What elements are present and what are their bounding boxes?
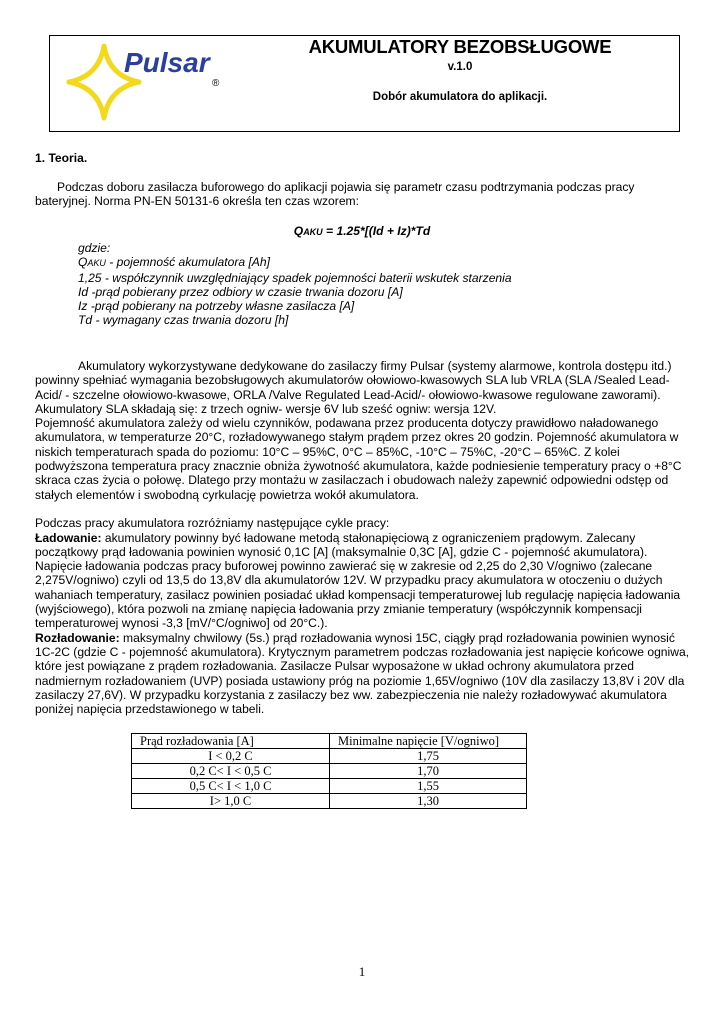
table-header-row [132, 734, 527, 749]
capacity-formula: QAKU = 1.25*[(Id + Iz)*Td [293, 224, 431, 238]
legend-item: Td - wymagany czas trwania dozoru [h] [78, 313, 289, 328]
legend-item: Iz -prąd pobierany na potrzeby własne zasilacza [A] [78, 299, 355, 314]
legend-item: Id -prąd pobierany przez odbiory w czasie trwania dozoru [A] [78, 284, 403, 299]
header-box [49, 35, 680, 132]
legend-item: 1,25 - współczynnik uwzględniający spadek pojemności baterii wskutek starzenia [78, 270, 512, 285]
table-cell: 1,75 [330, 749, 527, 764]
table-row [132, 779, 527, 794]
pulsar-logo [64, 42, 224, 122]
table-cell: 1,70 [330, 764, 527, 779]
table-row [132, 764, 527, 779]
registered-mark: ® [212, 78, 220, 89]
legend-intro: gdzie: [78, 241, 111, 255]
page-number: 1 [358, 964, 366, 979]
section-heading: 1. Teoria. [35, 151, 88, 165]
table-header: Prąd rozładowania [A] [132, 734, 330, 749]
discharge-voltage-table [131, 733, 527, 809]
table-cell: I < 0,2 C [132, 749, 330, 764]
document-subtitle: Dobór akumulatora do aplikacji. [372, 91, 548, 103]
table-row [132, 749, 527, 764]
table-cell: 1,30 [330, 794, 527, 809]
paragraph-charging: Ładowanie: akumulatory powinny być ładowane metodą stałonapięciową z ograniczeniem prądowym. Zalecany początkowy prąd ładowania powinien wynosić 0,1C [A] (maksymalnie 0,3C [A], gdzie C - pojemność akumulatora). Napięcie ładowania podczas pracy buforowej powinno zawierać się w zakresie od 2,25 do 2,30 V/ogniwo (zalecane 2,275V/ogniwo) czyli od 13,5 do 13,8V dla akumulatorów 12V. W przypadku pracy akumulatora w otoczeniu o dużych wahaniach temperatury, zasilacz powinien posiadać układ kompensacji temperaturowej lub regulację napięcia ładowania (wyjściowego), która pozwoli na zmianę napięcia ładowania przy zmianie temperatury (współczynnik kompensacji temperaturowej wynosi -3,3 [mV/°C/ogniwo] od 20°C.). [35, 530, 681, 631]
paragraph-discharging: Rozładowanie: maksymalny chwilowy (5s.) prąd rozładowania wynosi 15C, ciągły prąd rozładowania powinien wynosić 1C-2C (gdzie C - pojemność akumulatora). Krytycznym parametrem podczas rozładowania jest napięcie końcowe ogniwa, które jest powiązane z prądem rozładowania. Zasilacze Pulsar wyposażone w układ ochrony akumulatora przed nadmiernym rozładowaniem (UVP) posiada ustawiony próg na poziomie 1,65V/ogniwo (10V dla zasilaczy 13,8V i 20V dla zasilaczy 27,6V). W przypadku korzystania z zasilaczy bez ww. zabezpieczenia nie należy rozładowywać akumulatora poniżej napięcia przedstawionego w tabeli. [35, 630, 690, 717]
table-cell: 1,55 [330, 779, 527, 794]
paragraph-cycles: Podczas pracy akumulatora rozróżniamy następujące cykle pracy: [35, 516, 390, 531]
charging-label: Ładowanie: [35, 530, 102, 545]
intro-paragraph: Podczas doboru zasilacza buforowego do aplikacji pojawia się parametr czasu podtrzymania podczas pracy bateryjnej. Norma PN-EN 50131-6 określa ten czas wzorem: [35, 180, 635, 209]
formula-legend [78, 241, 512, 328]
document-version: v.1.0 [447, 61, 473, 73]
discharging-label: Rozładowanie: [35, 630, 120, 645]
document-title: AKUMULATORY BEZOBSŁUGOWE [308, 36, 612, 57]
paragraph-capacity: Pojemność akumulatora zależy od wielu czynników, podawana przez producenta dotyczy prawidłowo naładowanego akumulatora, w temperaturze 20°C, rozładowywanego stałym prądem przez okres 20 godzin. Pojemność akumulatora w niskich temperaturach spada do poziomu: 10°C – 95%C, 0°C – 85%C, -10°C – 75%C, -20°C – 65%C. Z kolei podwyższona temperatura pracy znacznie obniża żywotność akumulatora, każde podniesienie temperatury pracy o +8°C skraca czas życia o połowę. Dlatego przy montażu w zasilaczach i obudowach należy zapewnić odpowiedni odstęp od stałych elementów i swobodną cyrkulację powietrza wokół akumulatora. [35, 416, 682, 502]
table-cell: I> 1,0 C [132, 794, 330, 809]
legend-item: QAKU - pojemność akumulatora [Ah] [78, 255, 270, 270]
body-text [35, 359, 690, 716]
paragraph-batteries: Akumulatory wykorzystywane dedykowane do zasilaczy firmy Pulsar (systemy alarmowe, kontrola dostępu itd.) powinny spełniać wymagania bezobsługowych akumulatorów ołowiowo-kwasowych SLA lub VRLA (SLA /Sealed Lead-Acid/ - szczelne ołowiowo-kwasowe, ORLA /Valve Regulated Lead-Acid/- ołowiowo-kwasowe regulowane zaworami). Akumulatory SLA składają się: z trzech ogniw- wersje 6V lub sześć ogniw: wersja 12V. [35, 359, 672, 416]
table-cell: 0,2 C< I < 0,5 C [132, 764, 330, 779]
brand-name: Pulsar [124, 47, 210, 78]
table-cell: 0,5 C< I < 1,0 C [132, 779, 330, 794]
table-row [132, 794, 527, 809]
table-header: Minimalne napięcie [V/ogniwo] [330, 734, 527, 749]
